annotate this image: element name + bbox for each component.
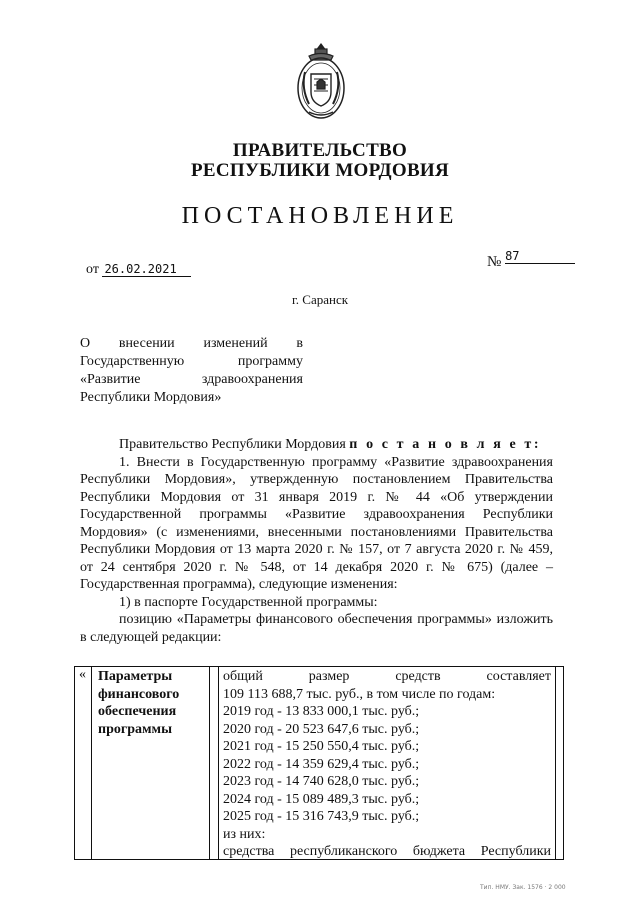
- parameter-name-line: программы: [98, 721, 172, 737]
- body-line: позицию «Параметры финансового обеспечения программы» изложить: [119, 612, 553, 627]
- body-line: Государственной программы «Развитие здравоохранения Республики: [80, 507, 553, 522]
- value-line: из них:: [223, 826, 266, 842]
- government-name-line1: ПРАВИТЕЛЬСТВО: [232, 140, 408, 161]
- value-line: 2022 год - 14 359 629,4 тыс. руб.;: [223, 756, 420, 772]
- subject-line: «Развитие здравоохранения: [80, 372, 303, 387]
- value-line: 2025 год - 15 316 743,9 тыс. руб.;: [223, 809, 420, 824]
- body-line: 1. Внести в Государственную программу «Развитие здравоохранения: [119, 454, 553, 470]
- value-line: 2021 год - 15 250 550,4 тыс. руб.;: [223, 739, 420, 754]
- value-line: 2019 год - 13 833 000,1 тыс. руб.;: [223, 704, 420, 719]
- body-line: Республики Мордовия», утвержденную постановлением Правительства: [80, 472, 553, 487]
- intro-text: Правительство Республики Мордовия: [119, 437, 350, 452]
- body-line: от 24 сентября 2020 г. № 548, от 14 декабря 2020 г. № 675) (далее –: [80, 559, 553, 575]
- document-type-title: ПОСТАНОВЛЕНИЕ: [181, 203, 459, 229]
- body-line: Республики Мордовия от 31 января 2019 г. № 44 «Об утверждении: [80, 489, 553, 505]
- body-intro: [80, 436, 553, 454]
- parameter-name-line: финансового: [98, 686, 180, 702]
- value-line: 2023 год - 14 740 628,0 тыс. руб.;: [223, 774, 420, 789]
- subject-line: Государственную программу: [80, 354, 303, 369]
- number-value: 87: [505, 249, 575, 264]
- opening-quote: «: [79, 667, 86, 682]
- coat-of-arms-emblem: [295, 42, 347, 124]
- financing-parameters-table: [74, 666, 564, 860]
- document-body: [80, 436, 553, 646]
- print-mark: Тип. НМУ. Зак. 1576 · 2 000: [480, 884, 566, 891]
- government-name-line2: РЕСПУБЛИКИ МОРДОВИЯ: [190, 160, 450, 181]
- date-prefix: от: [86, 262, 99, 277]
- document-subject: [80, 335, 303, 407]
- intro-decree-word: п о с т а н о в л я е т:: [349, 437, 542, 452]
- city-name: г. Саранск: [291, 292, 349, 307]
- parameter-value-cell: [218, 667, 556, 859]
- value-line: средства республиканского бюджета Республики: [223, 844, 551, 859]
- value-line: 2020 год - 20 523 647,6 тыс. руб.;: [223, 721, 420, 737]
- body-line: Республики Мордовия от 13 марта 2020 г. № 157, от 7 августа 2020 г. № 459,: [80, 542, 553, 557]
- body-line: в следующей редакции:: [80, 629, 222, 645]
- document-date: [86, 262, 191, 278]
- subject-line: О внесении изменений в: [80, 336, 303, 351]
- body-line: Мордовия» (с изменениями, внесенными постановлениями Правительства: [80, 524, 553, 540]
- parameter-name-line: Параметры: [98, 669, 173, 684]
- value-line: 2024 год - 15 089 489,3 тыс. руб.;: [223, 791, 420, 807]
- document-number: [487, 249, 575, 271]
- value-line: общий размер средств составляет: [223, 669, 551, 684]
- parameter-name-line: обеспечения: [98, 704, 177, 719]
- number-prefix: №: [487, 254, 502, 270]
- subject-line: Республики Мордовия»: [80, 390, 222, 405]
- body-line: 1) в паспорте Государственной программы:: [119, 594, 378, 610]
- body-line: Государственная программа), следующие изменения:: [80, 577, 398, 592]
- parameter-name-cell: [91, 667, 210, 859]
- value-line: 109 113 688,7 тыс. руб., в том числе по годам:: [223, 686, 496, 702]
- date-value: 26.02.2021: [102, 262, 190, 277]
